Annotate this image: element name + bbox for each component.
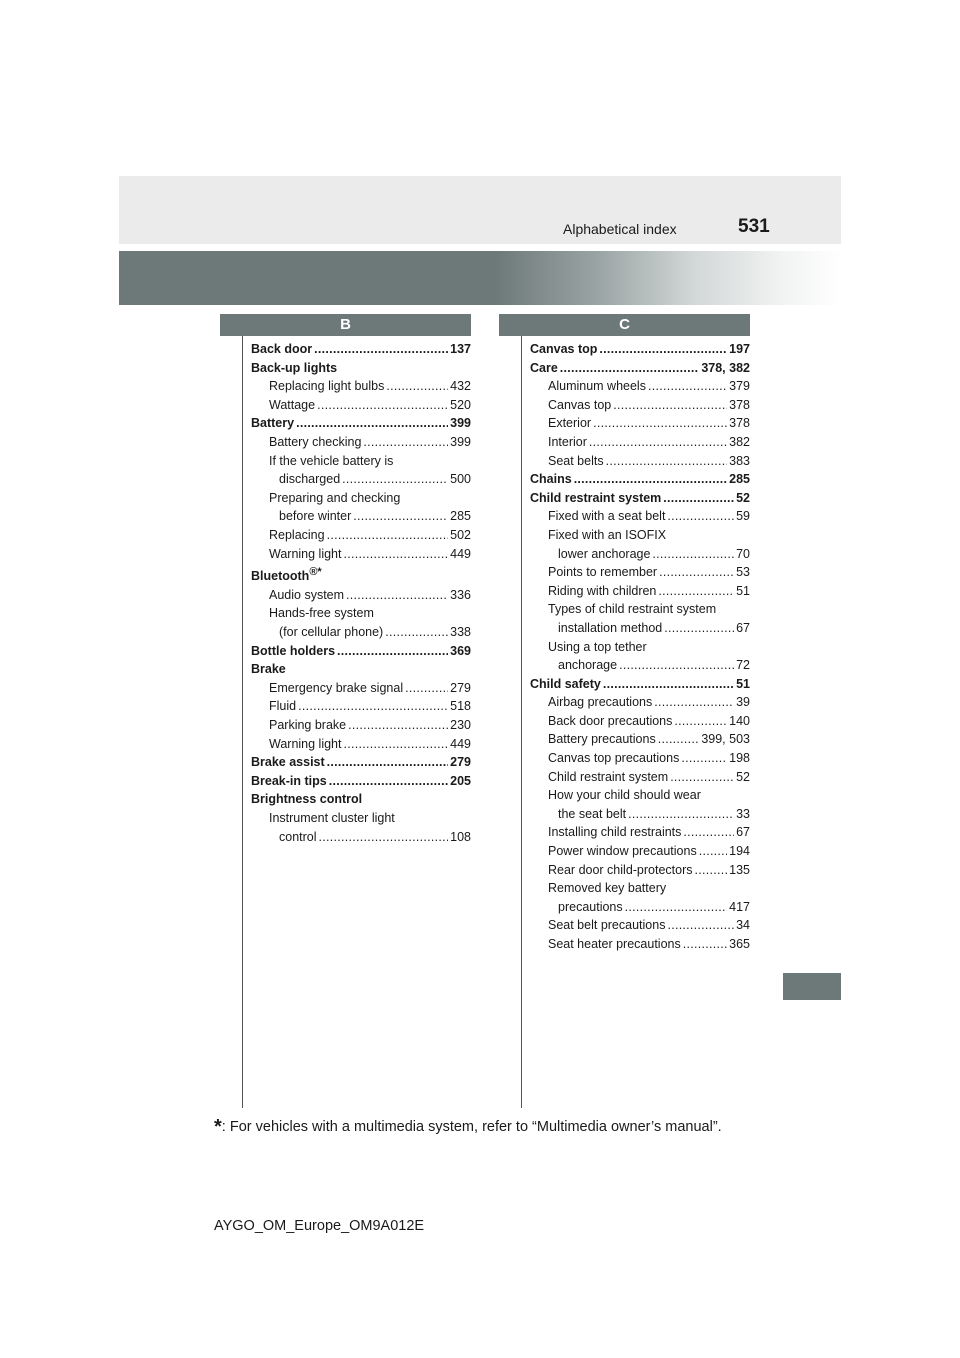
entry-page: 399, 503 [701, 732, 750, 747]
entry-label: Canvas top precautions [548, 751, 680, 766]
index-entry [530, 396, 750, 415]
entry-page: 108 [450, 829, 471, 844]
index-entry [530, 861, 750, 880]
index-entry [251, 414, 471, 433]
index-entry [530, 656, 750, 675]
entry-label: Back-up lights [251, 360, 338, 375]
index-entry [530, 879, 750, 898]
entry-page: 33 [736, 806, 750, 821]
index-entry [530, 638, 750, 657]
entry-label: Brake assist [251, 755, 325, 770]
dot-leader [664, 619, 734, 638]
dot-leader [599, 340, 727, 359]
entry-label: Audio system [269, 587, 345, 602]
dot-leader [327, 753, 448, 772]
entry-page: 518 [450, 699, 471, 714]
header-band [119, 176, 841, 244]
dot-leader [667, 916, 734, 935]
index-entry [251, 809, 471, 828]
index-entry [251, 679, 471, 698]
entry-label: Emergency brake signal [269, 680, 404, 695]
entry-label: anchorage [558, 658, 618, 673]
entry-label: Points to remember [548, 565, 658, 580]
index-entry [530, 545, 750, 564]
section-tab-b: B [220, 314, 471, 336]
entry-page: 369 [450, 643, 471, 658]
index-entry [251, 545, 471, 564]
page-number: 531 [738, 216, 770, 237]
entry-label: Seat heater precautions [548, 937, 681, 951]
entry-label: Brake [251, 662, 286, 677]
dot-leader [329, 772, 448, 791]
index-entry [251, 507, 471, 526]
entry-page: 51 [736, 676, 750, 691]
entry-label: Fixed with an ISOFIX [548, 527, 667, 542]
index-entry [251, 470, 471, 489]
entry-page: 285 [729, 472, 750, 487]
entry-label: Airbag precautions [548, 695, 653, 710]
index-entry [530, 526, 750, 545]
entry-page: 432 [450, 379, 471, 394]
dot-leader [327, 526, 449, 545]
entry-label: Canvas top [530, 342, 598, 356]
index-entry [530, 600, 750, 619]
entry-label: Using a top tether [548, 639, 647, 654]
dot-leader [654, 693, 734, 712]
index-entry [530, 935, 750, 954]
entry-label: Seat belts [548, 453, 604, 468]
entry-label: lower anchorage [558, 546, 651, 561]
index-entry [251, 359, 471, 378]
entry-page: 279 [450, 755, 471, 770]
index-entry [251, 489, 471, 508]
entry-label: Installing child restraints [548, 825, 682, 840]
entry-label: Instrument cluster light [269, 811, 395, 825]
footnote-marker: * [214, 1116, 222, 1138]
entry-label: control [279, 829, 317, 844]
index-entry [530, 619, 750, 638]
index-entry [251, 340, 471, 359]
entry-page: 70 [736, 546, 750, 561]
index-entry [530, 340, 750, 359]
entry-label: Break-in tips [251, 773, 327, 788]
dot-leader [663, 489, 734, 508]
dot-leader [593, 414, 727, 433]
entry-label: Brightness control [251, 792, 363, 807]
entry-page: 338 [450, 625, 471, 640]
entry-page: 51 [736, 583, 750, 598]
dot-leader [683, 935, 727, 954]
entry-label: Back door precautions [548, 713, 673, 728]
entry-page: 137 [450, 342, 471, 356]
index-entry [530, 489, 750, 508]
entry-page: 52 [736, 490, 750, 505]
entry-label: Bottle holders [251, 643, 336, 658]
index-entry [251, 642, 471, 661]
entry-label: Battery checking [269, 434, 362, 449]
entry-label: Replacing [269, 527, 325, 542]
index-entry [251, 396, 471, 415]
entry-page: 449 [450, 546, 471, 561]
dot-leader [574, 470, 727, 489]
entry-page: 205 [450, 773, 471, 788]
entry-page: 39 [736, 695, 750, 710]
dot-leader [695, 861, 728, 880]
dot-leader [613, 396, 727, 415]
index-entry [530, 805, 750, 824]
index-entry [530, 730, 750, 749]
entry-page: 34 [736, 918, 750, 933]
index-entry [251, 660, 471, 679]
dot-leader [670, 768, 734, 787]
index-entry [251, 452, 471, 471]
dot-leader [342, 470, 448, 489]
index-entry [251, 563, 471, 586]
entry-label: Riding with children [548, 583, 657, 598]
index-entry [251, 377, 471, 396]
header-title: Alphabetical index [563, 221, 677, 237]
dot-leader [346, 586, 448, 605]
index-entry [530, 749, 750, 768]
dot-leader [405, 679, 448, 698]
entry-label: Types of child restraint system [548, 602, 717, 617]
entry-label: Aluminum wheels [548, 379, 646, 394]
entry-label: Exterior [548, 416, 592, 431]
index-entry [530, 898, 750, 917]
dot-leader [619, 656, 734, 675]
dot-leader [681, 749, 727, 768]
index-entry [530, 675, 750, 694]
dot-leader [337, 642, 448, 661]
entry-label: Preparing and checking [269, 490, 401, 505]
entry-page: 197 [729, 342, 750, 356]
entry-label: before winter [279, 509, 352, 524]
entry-page: 52 [736, 769, 750, 784]
dot-leader [625, 898, 728, 917]
entry-label: Power window precautions [548, 844, 697, 859]
entry-label: Back door [251, 342, 313, 356]
index-entry [251, 753, 471, 772]
index-entry [530, 433, 750, 452]
index-entry [530, 916, 750, 935]
dot-leader [658, 730, 700, 749]
entry-page: 336 [450, 587, 471, 602]
index-entry [530, 842, 750, 861]
dot-leader [386, 377, 448, 396]
entry-page: 67 [736, 620, 750, 635]
dot-leader [344, 735, 449, 754]
entry-label: Bluetooth [251, 569, 310, 584]
index-entry [530, 359, 750, 378]
chapter-side-tab [783, 973, 841, 1000]
entry-superscript: ®* [309, 566, 322, 579]
entry-page: 382 [729, 434, 750, 449]
dot-leader [363, 433, 448, 452]
dot-leader [683, 823, 734, 842]
index-entry [251, 526, 471, 545]
dot-leader [606, 452, 728, 471]
index-entry [251, 735, 471, 754]
entry-page: 399 [450, 434, 471, 449]
entry-page: 53 [736, 565, 750, 580]
index-entry [251, 828, 471, 847]
index-entry [530, 786, 750, 805]
index-entry [530, 693, 750, 712]
index-entry [530, 582, 750, 601]
entry-page: 500 [450, 472, 471, 487]
dot-leader [699, 842, 727, 861]
entry-label: Child restraint system [530, 490, 662, 505]
entry-label: Fluid [269, 699, 297, 714]
dot-leader [652, 545, 734, 564]
entry-label: Hands-free system [269, 606, 374, 621]
column-divider-left [242, 336, 243, 1108]
entry-label: Chains [530, 472, 572, 487]
dot-leader [560, 359, 700, 378]
entry-page: 399 [450, 416, 471, 431]
entry-label: Wattage [269, 397, 316, 412]
dot-leader [589, 433, 727, 452]
entry-label: Removed key battery [548, 881, 667, 896]
entry-label: Care [530, 360, 558, 375]
entry-label: Child safety [530, 676, 601, 691]
entry-label: Child restraint system [548, 769, 669, 784]
index-entry [251, 697, 471, 716]
entry-label: Rear door child-protectors [548, 862, 693, 877]
dot-leader [296, 414, 448, 433]
entry-page: 198 [729, 751, 750, 766]
index-entry [251, 716, 471, 735]
dot-leader [667, 507, 734, 526]
dot-leader [659, 563, 734, 582]
index-entry [530, 507, 750, 526]
entry-label: Replacing light bulbs [269, 379, 385, 394]
dot-leader [353, 507, 448, 526]
index-entry [251, 790, 471, 809]
footnote [214, 1116, 722, 1139]
index-entry [530, 823, 750, 842]
entry-page: 230 [450, 718, 471, 733]
index-entry [251, 586, 471, 605]
entry-label: Battery precautions [548, 732, 656, 747]
dot-leader [385, 623, 448, 642]
index-entry [530, 563, 750, 582]
index-entry [251, 604, 471, 623]
entry-label: precautions [558, 899, 623, 914]
index-column-c [530, 340, 750, 954]
dot-leader [317, 396, 448, 415]
entry-page: 365 [729, 937, 750, 951]
dot-leader [348, 716, 448, 735]
entry-page: 194 [729, 844, 750, 859]
entry-label: If the vehicle battery is [269, 453, 394, 468]
index-entry [530, 414, 750, 433]
entry-page: 502 [450, 527, 471, 542]
entry-page: 378 [729, 416, 750, 431]
entry-page: 378, 382 [701, 360, 750, 375]
entry-page: 449 [450, 736, 471, 751]
entry-page: 378 [729, 397, 750, 412]
dot-leader [674, 712, 727, 731]
chapter-bar [119, 251, 841, 305]
dot-leader [648, 377, 727, 396]
entry-label: installation method [558, 620, 663, 635]
index-entry [530, 377, 750, 396]
entry-label: the seat belt [558, 806, 627, 821]
entry-label: Warning light [269, 736, 342, 751]
document-code: AYGO_OM_Europe_OM9A012E [214, 1218, 425, 1234]
index-entry [251, 772, 471, 791]
section-tab-c: C [499, 314, 750, 336]
entry-page: 520 [450, 397, 471, 412]
index-entry [530, 470, 750, 489]
index-entry [251, 433, 471, 452]
entry-page: 383 [729, 453, 750, 468]
dot-leader [603, 675, 734, 694]
entry-page: 379 [729, 379, 750, 394]
entry-page: 135 [729, 862, 750, 877]
entry-label: Fixed with a seat belt [548, 509, 666, 524]
dot-leader [628, 805, 734, 824]
entry-label: Interior [548, 434, 587, 449]
index-entry [530, 712, 750, 731]
entry-page: 417 [729, 899, 750, 914]
entry-page: 140 [729, 713, 750, 728]
dot-leader [298, 697, 448, 716]
entry-label: Canvas top [548, 397, 612, 412]
entry-label: (for cellular phone) [279, 625, 384, 640]
entry-page: 285 [450, 509, 471, 524]
entry-label: How your child should wear [548, 788, 701, 803]
dot-leader [314, 340, 448, 359]
entry-label: Seat belt precautions [548, 918, 666, 933]
column-divider-middle [521, 336, 522, 1108]
entry-page: 279 [450, 680, 471, 695]
entry-page: 72 [736, 658, 750, 673]
entry-label: Parking brake [269, 718, 347, 733]
index-entry [251, 623, 471, 642]
index-entry [530, 452, 750, 471]
entry-page: 67 [736, 825, 750, 840]
footnote-text: : For vehicles with a multimedia system, refer to “Multimedia owner’s manual”. [221, 1119, 722, 1135]
dot-leader [658, 582, 734, 601]
dot-leader [344, 545, 449, 564]
entry-label: discharged [279, 472, 341, 487]
index-column-b [251, 340, 471, 846]
entry-page: 59 [736, 509, 750, 524]
entry-label: Warning light [269, 546, 342, 561]
dot-leader [319, 828, 449, 847]
index-entry [530, 768, 750, 787]
entry-label: Battery [251, 416, 295, 431]
